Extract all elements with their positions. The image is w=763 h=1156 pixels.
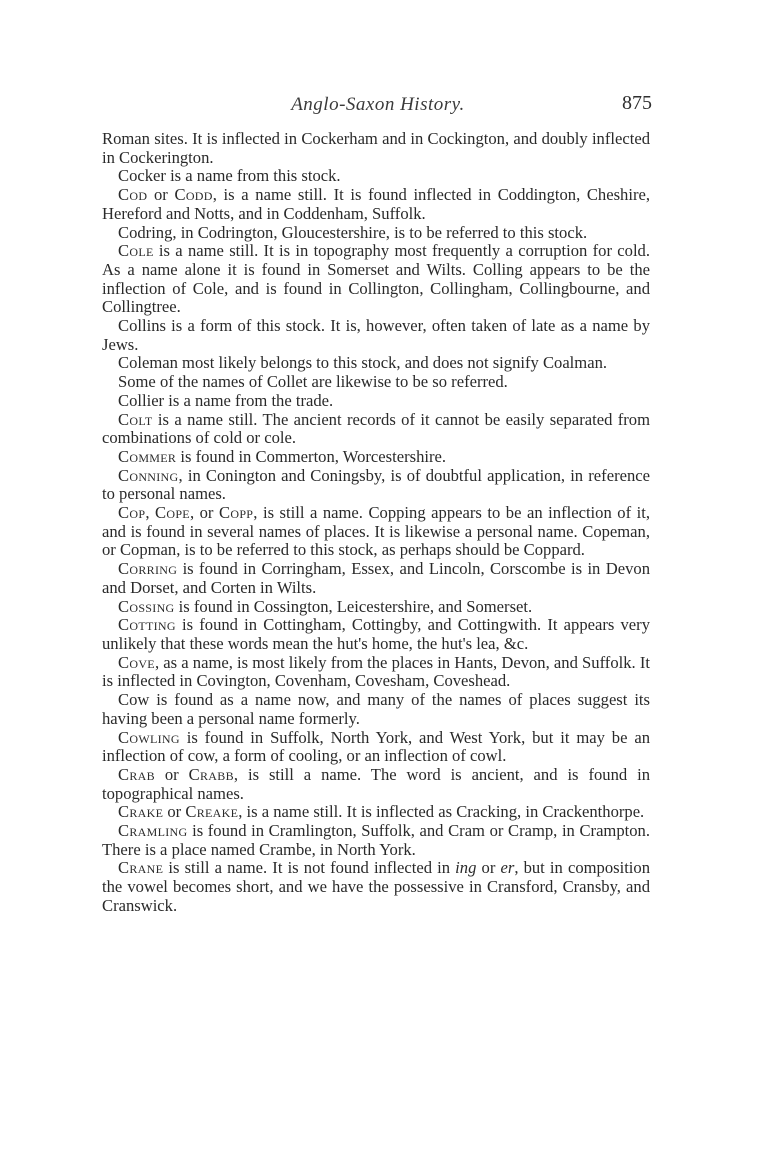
paragraph-text: is found in Commerton, Worcestershire. (176, 446, 447, 466)
paragraph-text: Cocker is a name from this stock. (118, 166, 341, 186)
paragraph-text: ing (455, 858, 477, 878)
paragraph-text: , but in composition the vowel becomes short, and we have the possessive in Cransford, Cransby, and Cranswick. (102, 858, 651, 915)
paragraph (102, 859, 650, 915)
entry-headword: Colt (118, 409, 153, 429)
entry-headword: Cotting (118, 615, 176, 635)
paragraph (102, 616, 650, 653)
paragraph (102, 598, 650, 617)
entry-headword: Cramling (118, 821, 188, 841)
paragraph-text: er (500, 858, 515, 878)
entry-headword: Crane (118, 858, 164, 878)
entry-headword: Crab (118, 764, 155, 784)
entry-headword: Cove (118, 652, 155, 672)
paragraph-text: , is still a name. Copping appears to be an inflection of it, and is found in several names of places. It is likewise a personal name. Copeman, or Copman, is to be referred to this stock, as perhaps should be Coppard. (102, 503, 650, 560)
paragraph-text: is a name still. The ancient records of it cannot be easily separated from combinations of cold or cole. (102, 409, 650, 448)
paragraph (102, 560, 650, 597)
paragraph (102, 317, 650, 354)
paragraph (102, 167, 650, 186)
paragraph-text: or (163, 802, 186, 822)
paragraph (102, 354, 650, 373)
paragraph-text: or (147, 185, 175, 205)
paragraph (102, 803, 650, 822)
paragraph (102, 373, 650, 392)
paragraph-text: , (145, 503, 155, 523)
paragraph (102, 186, 650, 223)
paragraph-text: Coleman most likely belongs to this stock, and does not signify Coalman. (118, 353, 608, 373)
entry-headword: Crake (118, 802, 164, 822)
paragraph-text: , is a name still. It is found inflected in Coddington, Cheshire, Hereford and Notts, and in Coddenham, Suffolk. (102, 185, 651, 223)
paragraph-text: Some of the names of Collet are likewise to be so referred. (118, 372, 508, 392)
paragraph-text: Collins is a form of this stock. It is, however, often taken of late as a name by Jews. (102, 316, 650, 354)
paragraph-text: is found in Suffolk, North York, and West York, but it may be an inflection of cow, a form of cooling, or an inflection of cowl. (102, 727, 650, 766)
entry-headword: Crabb (188, 764, 234, 784)
entry-headword: Conning (118, 465, 179, 485)
paragraph (102, 729, 650, 766)
paragraph-text: is found in Corringham, Essex, and Lincoln, Corscombe is in Devon and Dorset, and Corten in Wilts. (102, 559, 650, 597)
paragraph (102, 224, 650, 243)
paragraph (102, 411, 650, 448)
paragraph-text: Cow is found as a name now, and many of the names of places suggest its having been a personal name formerly. (102, 690, 650, 728)
paragraph-text: , or (189, 503, 219, 523)
paragraph (102, 130, 650, 167)
paragraph-text: , is a name still. It is inflected as Cracking, in Crackenthorpe. (238, 802, 645, 822)
paragraph-text: Collier is a name from the trade. (118, 390, 334, 410)
paragraph-text: or (476, 858, 501, 878)
entry-headword: Cod (118, 185, 148, 205)
paragraph-text: , in Conington and Coningsby, is of doubtful application, in reference to personal names. (102, 465, 650, 504)
page-number: 875 (622, 92, 652, 114)
entry-headword: Cowling (118, 727, 180, 747)
entry-headword: Codd (174, 185, 213, 205)
paragraph-text: is still a name. It is not found inflected in (163, 858, 456, 878)
paragraph-text: , is still a name. The word is ancient, and is found in topographical names. (102, 764, 650, 803)
paragraph (102, 822, 650, 859)
paragraph (102, 467, 650, 504)
paragraph-text: Roman sites. It is inflected in Cockerham and in Cockington, and doubly inflected in Cockerington. (102, 129, 650, 167)
paragraph (102, 504, 650, 560)
entry-headword: Cope (155, 503, 190, 523)
running-title: Anglo-Saxon History. (291, 94, 465, 115)
paragraph (102, 392, 650, 411)
paragraph-text: is found in Cossington, Leicestershire, and Somerset. (174, 596, 533, 616)
entry-headword: Cossing (118, 596, 175, 616)
paragraph-text: or (154, 764, 189, 784)
paragraph-text: is a name still. It is in topography most frequently a corruption for cold. As a name alone it is found in Somerset and Wilts. Colling appears to be the inflection of Cole, and is found in Collington, Collingham, Collingbourne, and Collingtree. (102, 241, 650, 317)
paragraph (102, 448, 650, 467)
paragraph (102, 766, 650, 803)
paragraph (102, 654, 650, 691)
entry-headword: Copp (218, 503, 254, 523)
paragraph (102, 691, 650, 728)
entry-headword: Creake (185, 802, 239, 822)
paragraph-text: Codring, in Codrington, Gloucestershire, is to be referred to this stock. (118, 222, 588, 242)
entry-headword: Corring (118, 559, 178, 579)
paragraph (102, 242, 650, 317)
paragraph-text: is found in Cottingham, Cottingby, and Cottingwith. It appears very unlikely that these words mean the hut's home, the hut's lea, &c. (102, 615, 650, 653)
entry-headword: Cole (118, 241, 154, 261)
paragraph-text: is found in Cramlington, Suffolk, and Cram or Cramp, in Crampton. There is a place named Crambe, in North York. (102, 821, 650, 859)
running-head (100, 92, 656, 122)
entry-headword: Commer (118, 446, 177, 466)
entry-headword: Cop (118, 503, 146, 523)
body-text (102, 130, 650, 916)
paragraph-text: , as a name, is most likely from the places in Hants, Devon, and Suffolk. It is inflected in Covington, Covenham, Covesham, Coveshead. (102, 652, 650, 691)
